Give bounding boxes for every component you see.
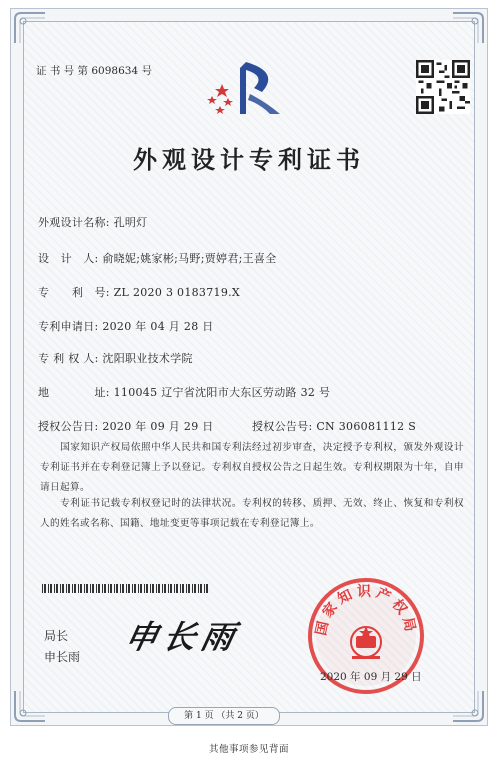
- designer-label: 设 计 人:: [38, 252, 99, 265]
- address-value: 110045 辽宁省沈阳市大东区劳动路 32 号: [113, 386, 331, 399]
- filing-date-value: 2020 年 04 月 28 日: [102, 320, 214, 333]
- design-name-row: [38, 214, 148, 230]
- director-name: 申长雨: [44, 650, 81, 664]
- grant-date-label: 授权公告日:: [38, 420, 99, 433]
- seal-date: 2020 年 09 月 29 日: [320, 671, 422, 683]
- qr-code-icon: [416, 60, 470, 114]
- corner-ornament-icon: [451, 689, 485, 723]
- designer-row: [38, 250, 277, 266]
- filing-date-label: 专利申请日:: [38, 320, 99, 333]
- grant-statement-paragraph: 国家知识产权局依照中华人民共和国专利法经过初步审查，决定授予专利权，颁发外观设计专利证书并在专利登记簿上予以登记。专利权自授权公告之日起生效。专利权期限为十年，自申请日起算。: [40, 442, 464, 493]
- legal-status-paragraph: 专利证书记载专利权登记时的法律状况。专利权的转移、质押、无效、终止、恢复和专利权人的姓名或名称、国籍、地址变更等事项记载在专利登记簿上。: [40, 498, 464, 529]
- page-indicator: 第 1 页 （共 2 页）: [168, 707, 280, 725]
- grant-number-value: CN 306081112 S: [316, 420, 417, 433]
- director-title: 局长: [44, 629, 69, 643]
- patent-number-label: 专 利 号:: [38, 286, 110, 299]
- patentee-value: 沈阳职业技术学院: [102, 352, 193, 365]
- patentee-label: 专 利 权 人:: [38, 352, 99, 365]
- see-back-note: 其他事项参见背面: [208, 744, 289, 755]
- design-name-value: 孔明灯: [113, 216, 148, 229]
- grant-date-row: [38, 418, 214, 434]
- certificate-number: [36, 63, 152, 78]
- address-row: [38, 384, 330, 400]
- address-label: 地 址:: [38, 386, 110, 399]
- certificate-number-label: 证 书 号 第: [36, 65, 89, 77]
- grant-date-value: 2020 年 09 月 29 日: [102, 420, 214, 433]
- corner-ornament-icon: [451, 11, 485, 45]
- designer-value: 俞晓妮;姚家彬;马野;贾婷君;王喜全: [102, 252, 277, 265]
- grant-number-row: [252, 418, 416, 434]
- corner-ornament-icon: [13, 689, 47, 723]
- patentee-row: [38, 350, 193, 366]
- filing-date-row: [38, 318, 214, 334]
- director-signature: 申长雨: [121, 618, 244, 656]
- grant-number-label: 授权公告号:: [252, 420, 313, 433]
- certificate-number-value: 6098634 号: [91, 65, 152, 77]
- barcode-icon: [42, 584, 210, 593]
- patent-number-value: ZL 2020 3 0183719.X: [113, 286, 241, 299]
- svg-text:国家知识产权局: 国家知识产权局: [313, 584, 419, 638]
- patent-number-row: [38, 284, 240, 300]
- design-name-label: 外观设计名称:: [38, 216, 110, 229]
- corner-ornament-icon: [13, 11, 47, 45]
- cnipa-logo-icon: [200, 58, 290, 118]
- certificate-title: 外观设计专利证书: [133, 145, 365, 174]
